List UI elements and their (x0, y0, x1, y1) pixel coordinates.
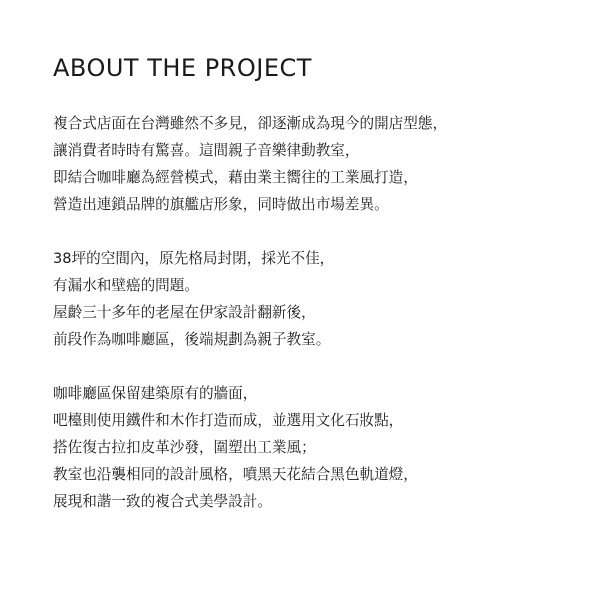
paragraph-line: 38坪的空間內，原先格局封閉，採光不佳， (53, 250, 335, 267)
paragraph-intro (53, 110, 560, 218)
paragraph-space (53, 245, 560, 353)
paragraph-line: 屋齡三十多年的老屋在伊家設計翻新後， (53, 304, 316, 321)
paragraph-line: 讓消費者時時有驚喜。這間親子音樂律動教室， (53, 142, 360, 159)
paragraph-line: 搭佐復古拉扣皮革沙發，圍塑出工業風； (53, 439, 316, 456)
project-body (53, 110, 560, 515)
paragraph-line: 複合式店面在台灣雖然不多見，卻逐漸成為現今的開店型態， (53, 115, 448, 132)
paragraph-design (53, 380, 560, 515)
paragraph-line: 有漏水和壁癌的問題。 (53, 277, 199, 294)
paragraph-line: 展現和諧一致的複合式美學設計。 (53, 493, 272, 510)
paragraph-line: 吧檯則使用鐵件和木作打造而成，並選用文化石妝點， (53, 412, 404, 429)
paragraph-line: 即結合咖啡廳為經營模式，藉由業主嚮往的工業風打造， (53, 169, 418, 186)
paragraph-line: 前段作為咖啡廳區，後端規劃為親子教室。 (53, 331, 331, 348)
paragraph-line: 咖啡廳區保留建築原有的牆面， (53, 385, 258, 402)
paragraph-line: 教室也沿襲相同的設計風格，噴黑天花結合黑色軌道燈， (53, 466, 418, 483)
section-title: ABOUT THE PROJECT (53, 54, 312, 82)
paragraph-line: 營造出連鎖品牌的旗艦店形象，同時做出市場差異。 (53, 196, 389, 213)
